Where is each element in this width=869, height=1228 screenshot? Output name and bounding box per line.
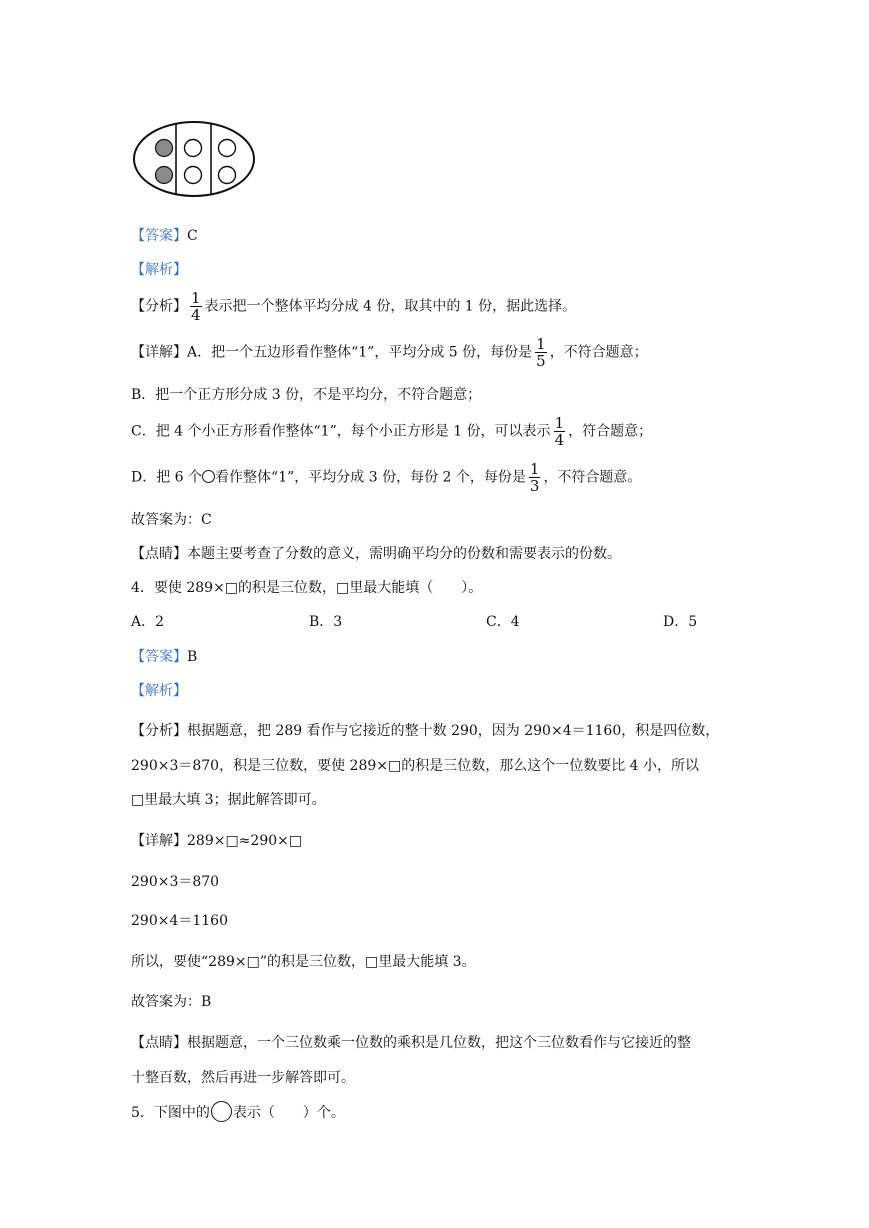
- fenxi-text: 290×3＝870，积是三位数，要使 289×□的积是三位数，那么这个一位数要比 4 小，所以: [131, 758, 700, 774]
- detail-text: 290×4＝1160: [131, 913, 228, 929]
- q4-detail-line4: [131, 952, 476, 972]
- filled-circle: [156, 167, 173, 184]
- fenxi-text: 根据题意，把 289 看作与它接近的整十数 290，因为 290×4＝1160，积是四位数，: [187, 723, 720, 739]
- detail-text: 289×□≈290×□: [187, 833, 303, 849]
- q4-fenxi-line2: [131, 756, 699, 776]
- fraction-one-quarter: $\frac{1}{4}$: [191, 289, 201, 324]
- q5-question: [131, 1101, 345, 1123]
- option-a-tail: ，不符合题意；: [549, 344, 648, 361]
- option-a: A．2: [131, 614, 165, 630]
- q3-analysis-heading: [131, 260, 187, 280]
- q3-detail-a: [131, 336, 648, 369]
- option-b: B．3: [309, 614, 343, 630]
- circle-icon: [202, 470, 215, 483]
- q4-detail-line1: [131, 831, 302, 851]
- q4-fenxi-line1: [131, 721, 719, 741]
- answer-tag: 【答案】: [131, 228, 187, 244]
- fenxi-text: 表示把一个整体平均分成 4 份，取其中的 1 份，据此选择。: [204, 298, 577, 315]
- circle-icon: [211, 1101, 232, 1122]
- dianjing-tag: 【点睛】: [131, 546, 187, 562]
- q3-detail-d: [131, 461, 641, 494]
- q4-fenxi-line3: [131, 790, 326, 810]
- question-suffix: 表示（ ）个。: [232, 1105, 345, 1121]
- q4-analysis-heading: [131, 681, 187, 701]
- q4-dianjing-line1: [131, 1033, 691, 1053]
- q4-final-answer: [131, 992, 211, 1012]
- xiangjie-tag: 【详解】: [131, 344, 187, 361]
- final-answer-text: 故答案为：B: [131, 994, 212, 1010]
- option-c-explanation: C．把 4 个小正方形看作整体“1”，每个小正方形是 1 份，可以表示: [131, 423, 551, 440]
- fraction-one-third: $\frac{1}{3}$: [529, 460, 540, 495]
- detail-text: 所以，要使“289×□”的积是三位数，□里最大能填 3。: [131, 954, 476, 970]
- filled-circle: [156, 140, 173, 157]
- dianjing-tag: 【点睛】: [131, 1035, 187, 1051]
- question-text: 4．要使 289×□的积是三位数，□里最大能填（ ）。: [131, 580, 483, 596]
- empty-circle: [219, 140, 236, 157]
- oval-figure: [131, 119, 257, 199]
- option-c: C．4: [486, 614, 520, 630]
- answer-value: C: [187, 228, 198, 244]
- analysis-tag: 【解析】: [131, 683, 187, 699]
- dianjing-text: 本题主要考查了分数的意义，需明确平均分的份数和需要表示的份数。: [187, 546, 621, 562]
- final-answer-text: 故答案为：C: [131, 512, 212, 528]
- option-c-tail: ，符合题意；: [568, 423, 653, 440]
- q3-fenxi: [131, 290, 576, 323]
- q4-dianjing-line2: [131, 1068, 355, 1088]
- q3-answer: [131, 226, 198, 246]
- outer-ellipse: [134, 122, 254, 196]
- q4-question: [131, 578, 482, 598]
- q3-final-answer: [131, 510, 212, 530]
- empty-circle: [185, 140, 202, 157]
- xiangjie-tag: 【详解】: [131, 833, 187, 849]
- fenxi-tag: 【分析】: [131, 298, 187, 315]
- empty-circle: [185, 167, 202, 184]
- analysis-tag: 【解析】: [131, 262, 187, 278]
- fraction-one-quarter-c: $\frac{1}{4}$: [554, 414, 565, 449]
- q4-detail-line3: [131, 911, 228, 931]
- fenxi-text: □里最大填 3；据此解答即可。: [131, 792, 326, 808]
- option-d-tail: ，不符合题意。: [543, 469, 642, 486]
- fraction-one-fifth: $\frac{1}{5}$: [536, 335, 546, 370]
- dianjing-text: 十整百数，然后再进一步解答即可。: [131, 1070, 355, 1086]
- q4-detail-line2: [131, 872, 219, 892]
- empty-circle: [219, 167, 236, 184]
- option-d-text-mid: 看作整体“1”，平均分成 3 份，每份 2 个，每份是: [215, 469, 526, 486]
- fenxi-tag: 【分析】: [131, 723, 187, 739]
- q4-answer: [131, 647, 197, 667]
- option-b-explanation: B．把一个正方形分成 3 份，不是平均分，不符合题意；: [131, 387, 482, 403]
- answer-value: B: [187, 649, 198, 665]
- option-d-text-start: D．把 6 个: [131, 469, 203, 486]
- q3-detail-b: [131, 385, 481, 405]
- option-a-explanation: A．把一个五边形看作整体“1”，平均分成 5 份，每份是: [187, 344, 533, 361]
- option-d: D．5: [663, 614, 698, 630]
- detail-text: 290×3＝870: [131, 874, 220, 890]
- question-prefix: 5．下图中的: [131, 1105, 210, 1121]
- dianjing-text: 根据题意，一个三位数乘一位数的乘积是几位数，把这个三位数看作与它接近的整: [187, 1035, 691, 1051]
- answer-tag: 【答案】: [131, 649, 187, 665]
- q3-detail-c: [131, 415, 652, 448]
- q3-dianjing: [131, 544, 621, 564]
